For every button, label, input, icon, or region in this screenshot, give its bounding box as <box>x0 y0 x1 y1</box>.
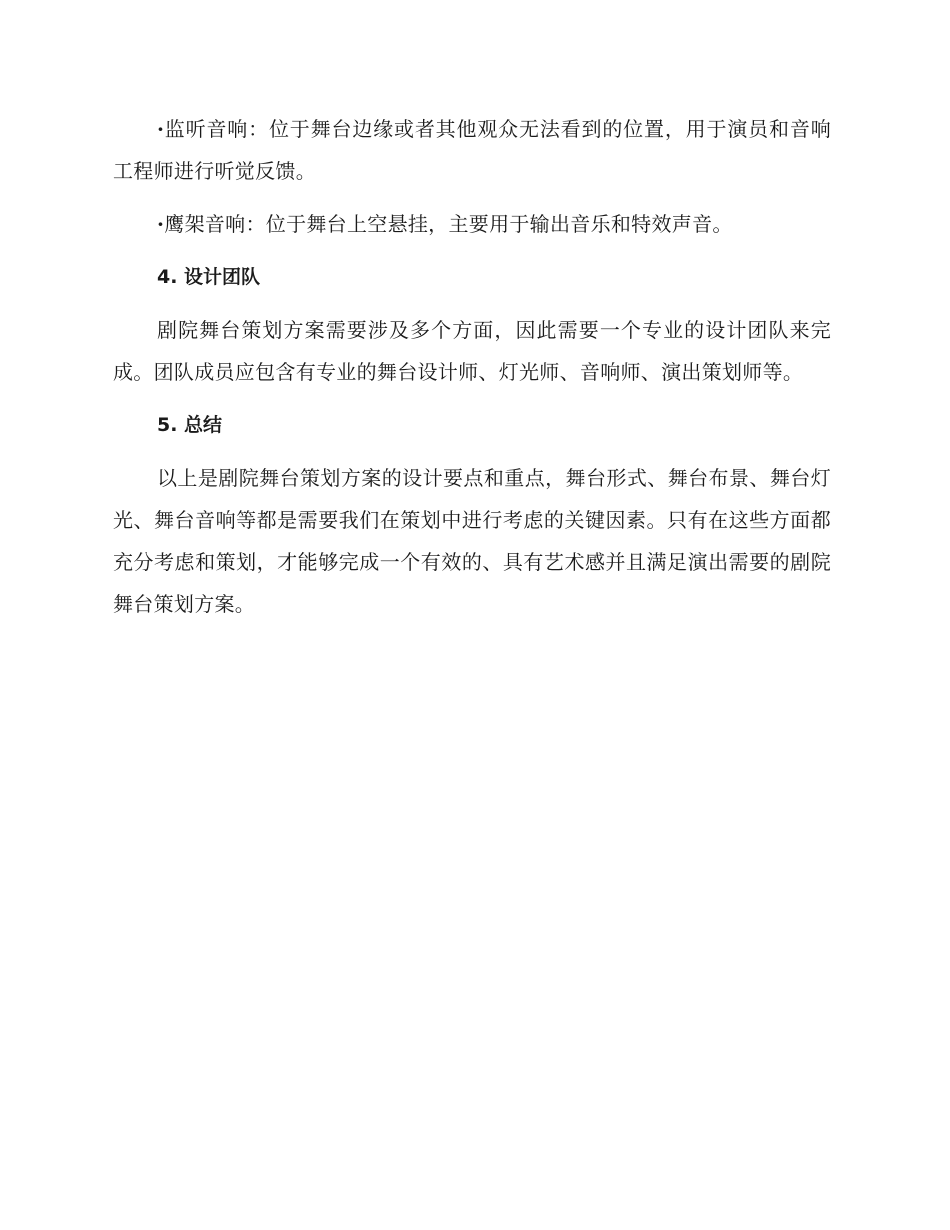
bullet-text: 监听音响：位于舞台边缘或者其他观众无法看到的位置，用于演员和音响工程师进行听觉反馈。 <box>113 117 831 183</box>
document-content <box>113 108 831 636</box>
bullet-monitor-speakers <box>113 108 831 192</box>
bullet-mark: · <box>157 212 165 236</box>
bullet-text: 鹰架音响：位于舞台上空悬挂，主要用于输出音乐和特效声音。 <box>164 212 733 236</box>
section-heading-design-team: 4. 设计团队 <box>157 266 261 288</box>
bullet-mark: · <box>157 117 165 141</box>
paragraph-design-team: 剧院舞台策划方案需要涉及多个方面，因此需要一个专业的设计团队来完成。团队成员应包含有专业的舞台设计师、灯光师、音响师、演出策划师等。 <box>113 318 831 384</box>
paragraph-summary: 以上是剧院舞台策划方案的设计要点和重点，舞台形式、舞台布景、舞台灯光、舞台音响等都是需要我们在策划中进行考虑的关键因素。只有在这些方面都充分考虑和策划，才能够完成一个有效的、具有艺术感并且满足演出需要的剧院舞台策划方案。 <box>113 466 831 616</box>
bullet-truss-speakers <box>113 203 831 245</box>
section-heading-summary: 5. 总结 <box>157 414 223 436</box>
